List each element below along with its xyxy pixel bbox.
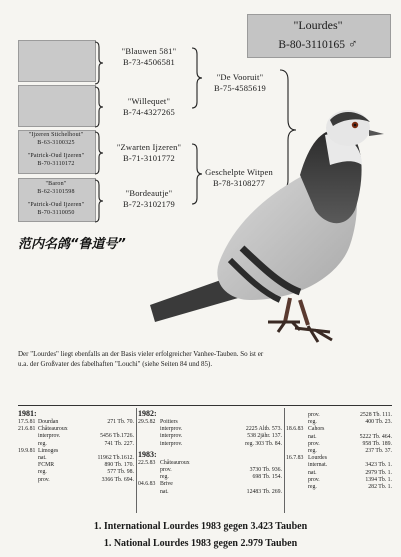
result-row [286,484,394,491]
result-race: reg. [38,440,47,447]
main-pigeon-ring-number: B-80-3110165 [278,39,346,51]
result-race: Limoges [38,447,59,454]
result-race: prov. [308,440,320,447]
result-row [286,434,394,441]
result-row [286,455,394,462]
result-date [18,433,38,440]
result-row [138,419,284,426]
result-row [138,481,284,488]
result-date [18,441,38,448]
result-date [286,441,308,448]
result-right [196,460,282,467]
result-row [138,460,284,467]
results-divider-2 [284,408,285,513]
pedigree-sire-sire: "Blauwen 581" B-73-4506581 [121,46,177,67]
result-date: 29.5.82 [138,419,156,425]
results-column-1981 [18,409,136,484]
result-row [286,477,394,484]
pedigree-dam-dam: "Bordeautje" B-72-3102179 [123,188,175,209]
result-race: interprov. [160,426,183,433]
result-date [18,469,38,476]
result-row [138,441,284,448]
result-race: reg. [308,448,317,455]
result-date [286,462,308,469]
result-row [286,470,394,477]
result-date: 21.6.81 [18,426,36,433]
results-top-rule [18,405,392,406]
result-row [286,412,394,419]
result-right: 1394 Tb. 1. [365,476,392,483]
result-row [286,462,394,469]
result-right: 400 Tb. 23. [365,419,392,426]
result-right [340,426,392,433]
result-right: 282 Tb. 1. [368,484,392,491]
result-race: reg. [308,484,317,491]
year-1983: 1983: [138,449,157,459]
result-right: 11962 Tb.1612. [97,455,134,462]
result-race: Dourdan [38,419,59,425]
result-date [138,426,160,433]
result-row [286,426,394,433]
result-date [138,489,160,496]
result-right: 237 Tb. 37. [365,448,392,455]
result-race: reg. [38,469,47,476]
result-date [18,462,38,469]
result-race: Brive [160,481,173,488]
result-race: prov. [160,467,172,474]
result-row [18,441,136,448]
result-right: 2979 Tb. 1. [365,469,392,476]
result-race: prov. [308,476,320,483]
result-right: 2528 Tb. 111. [360,412,392,418]
result-right: 3730 Tb. 936. [249,467,282,474]
result-right: 958 Tb. 189. [362,440,392,447]
result-row [138,474,284,481]
result-race: nat. [160,488,169,495]
result-right: 271 Tb. 70. [107,419,134,425]
result-date [138,474,160,481]
pedigree-ds-dam: "Patrick-Oud Ijzeren" B-70-3110172 [27,153,85,167]
result-race: nat. [308,469,317,476]
pedigree-dd-dam: "Patrick-Oud Ijzeren" B-70-3110050 [27,202,85,216]
pedigree-dam-sire: "Zwarten Ijzeren" B-71-3101772 [116,142,182,163]
pedigree-sire: "De Vooruit" B-75-4585619 [214,72,266,93]
result-row [18,433,136,440]
result-race: Cahors [308,426,325,433]
result-date [286,470,308,477]
result-right: 890 Tb. 170. [104,462,134,469]
result-date [138,441,160,448]
result-right: 538 2jähr. 137. [247,433,282,440]
result-race: Poitiers [160,419,178,425]
result-right: 5456 Tb.1726. [100,433,134,440]
result-row [138,426,284,433]
pedigree-sire-dam: "Willequet" B-74-4327265 [123,96,175,117]
result-date: 17.5.81 [18,419,36,425]
result-right: 741 Tb. 227. [104,440,134,447]
results-column-1982-1983 [138,409,284,496]
result-race: nat. [38,455,47,462]
male-symbol-icon: ♂ [347,36,358,51]
results-divider-1 [136,408,137,513]
result-race: interprov. [160,440,183,447]
result-row [18,469,136,476]
result-date [138,433,160,440]
result-row [18,448,136,455]
results-column-1983-cont [286,412,394,491]
result-race: prov. [38,476,50,483]
year-1982: 1982: [138,409,157,418]
intro-paragraph: Der "Lourdes" liegt ebenfalls an der Basis vieler erfolgreicher Vanhee-Tauben. So ist er u.a. der Großvater des fabelhaften "Louchi" (siehe Seiten 84 und 85). [18,350,264,368]
result-race: Lourdes [308,455,327,462]
result-date: 22.5.83 [138,459,156,466]
pedigree-dd-sire: "Baron" B-62-3101598 [37,181,75,195]
result-row [18,426,136,433]
result-date [138,467,160,474]
result-date: 19.9.81 [18,447,36,454]
result-race: interprov. [38,433,61,440]
pigeon-photo [150,60,390,360]
result-date [286,484,308,491]
result-row [18,477,136,484]
result-row [138,489,284,496]
result-race: reg. [308,419,317,426]
result-race: internat. [308,462,328,469]
chinese-caption: 范内名鸽“鲁道号” [18,237,126,252]
result-date [18,455,38,462]
main-pigeon-name: "Lourdes" [293,18,343,32]
pedigree-ds-sire: "Ijzeren Stichelhout" B-63-3100325 [28,132,84,146]
result-date [286,477,308,484]
footer-national: 1. National Lourdes 1983 gegen 2.979 Tauben [103,538,298,549]
result-race: Châteauroux [160,459,190,466]
result-date [286,448,308,455]
result-row [138,467,284,474]
result-right: 3366 Tb. 694. [101,476,134,483]
result-race: prov. [308,412,320,418]
result-date: 16.7.83 [286,455,304,462]
result-right: 698 Tb. 154. [252,474,282,481]
result-right [196,481,282,488]
result-row [286,448,394,455]
result-race: FCMR [38,462,55,469]
result-race: Châteauroux [38,426,68,433]
year-1981: 1981: [18,409,37,418]
result-right [76,448,134,455]
result-row [18,462,136,469]
result-race: reg. [160,474,169,481]
result-date: 04.6.83 [138,481,156,488]
result-row [286,419,394,426]
result-right: 577 Tb. 98. [107,469,134,476]
result-date [18,477,38,484]
result-race: nat. [308,433,317,440]
result-date: 18.6.83 [286,426,304,433]
footer-international: 1. International Lourdes 1983 gegen 3.423 Tauben [93,521,308,532]
pedigree-dam: Geschelpte Witpen B-78-3108277 [205,167,273,188]
result-right: 3423 Tb. 1. [365,462,392,469]
result-date [286,412,308,419]
result-date [286,419,308,426]
result-right [196,419,282,426]
result-right [340,455,392,462]
result-right: 2225 Altb. 573. [245,426,282,433]
result-row [18,419,136,426]
result-right [76,426,134,433]
result-right: 5222 Tb. 464. [359,433,392,440]
result-row [138,433,284,440]
result-race: interprov. [160,433,183,440]
result-row [18,455,136,462]
result-date [286,434,308,441]
result-right: 12483 Tb. 269. [246,488,282,495]
result-row [286,441,394,448]
result-right: reg. 303 Tb. 84. [245,440,282,447]
